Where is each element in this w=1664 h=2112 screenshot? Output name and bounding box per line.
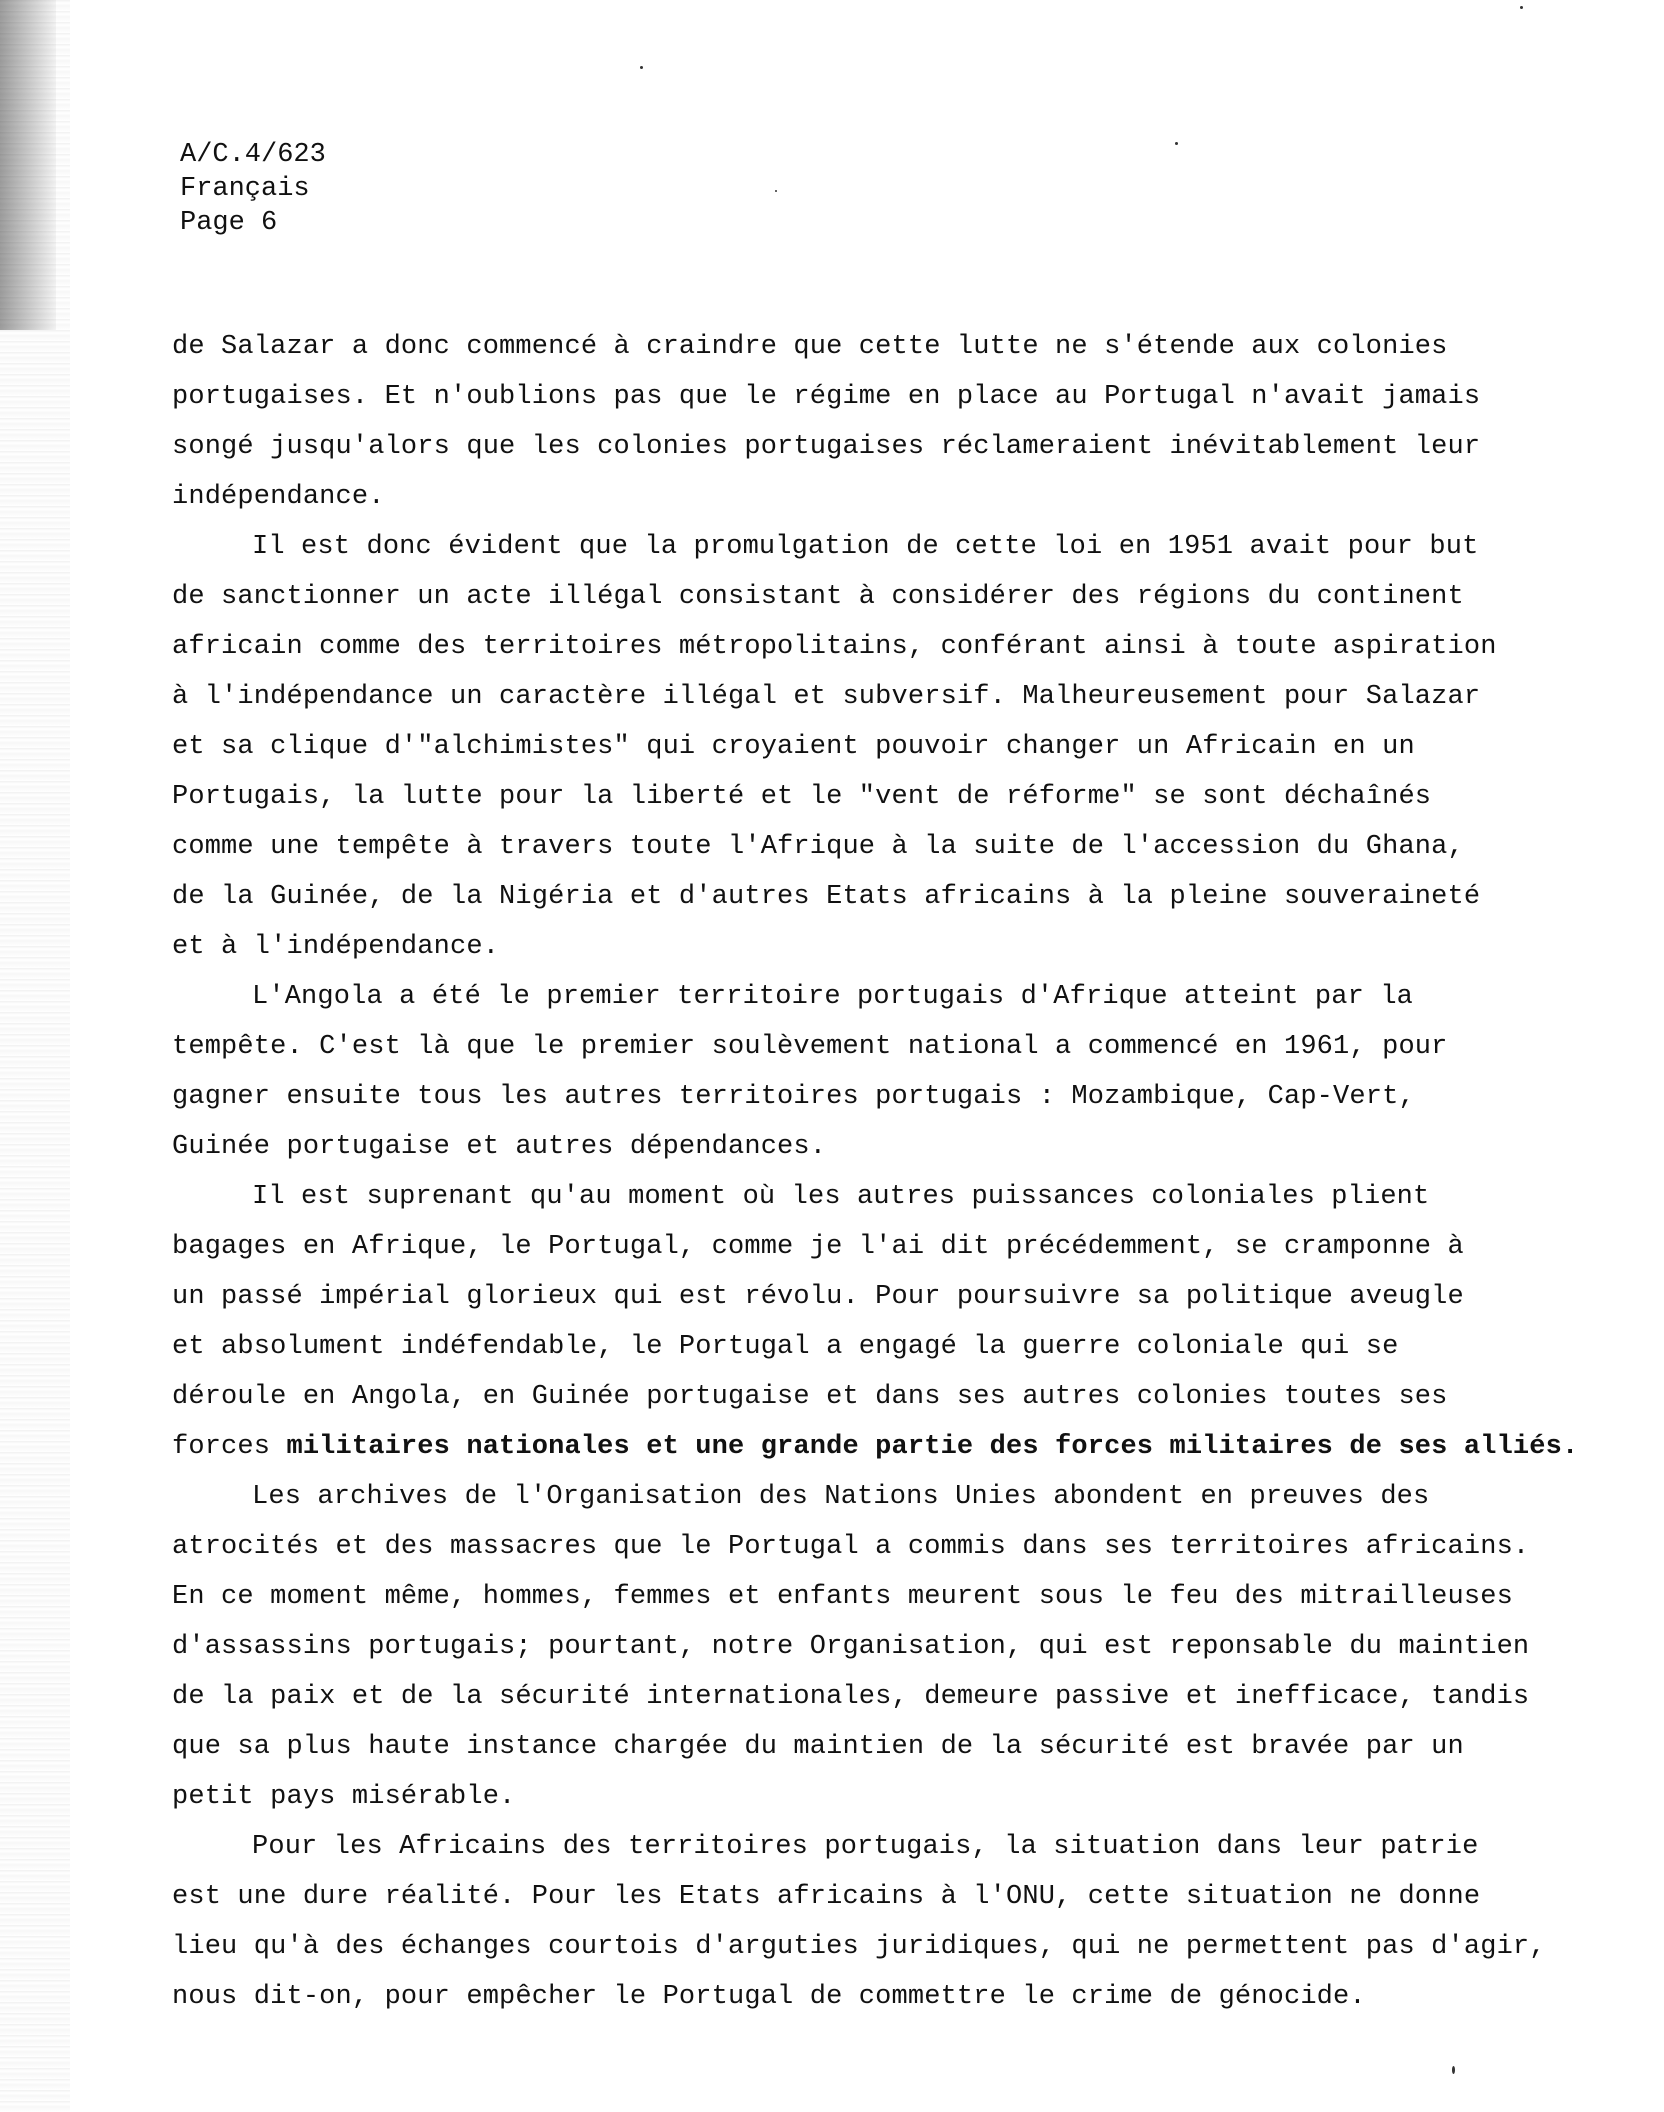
document-header xyxy=(180,138,326,240)
text-line: est une dure réalité. Pour les Etats africains à l'ONU, cette situation ne donne xyxy=(172,1882,1481,1912)
page-number: Page 6 xyxy=(180,208,278,238)
text-line: d'assassins portugais; pourtant, notre Organisation, qui est reponsable du maintien xyxy=(172,1632,1530,1662)
text-line: lieu qu'à des échanges courtois d'arguties juridiques, qui ne permettent pas d'agir, xyxy=(172,1932,1546,1962)
scan-speck xyxy=(775,190,777,192)
document-language: Français xyxy=(180,174,310,204)
text-line: atrocités et des massacres que le Portugal a commis dans ses territoires africains. xyxy=(172,1532,1530,1562)
text-line: de la paix et de la sécurité internationales, demeure passive et inefficace, tandis xyxy=(172,1682,1530,1712)
text-line: portugaises. Et n'oublions pas que le régime en place au Portugal n'avait jamais xyxy=(172,382,1481,412)
text-line: Les archives de l'Organisation des Nations Unies abondent en preuves des xyxy=(252,1482,1430,1512)
text-line: de la Guinée, de la Nigéria et d'autres Etats africains à la pleine souveraineté xyxy=(172,882,1481,912)
text-fragment: forces xyxy=(172,1432,287,1462)
text-line: africain comme des territoires métropolitains, conférant ainsi à toute aspiration xyxy=(172,632,1497,662)
text-line: déroule en Angola, en Guinée portugaise et dans ses autres colonies toutes ses xyxy=(172,1382,1448,1412)
text-line: de Salazar a donc commencé à craindre que cette lutte ne s'étende aux colonies xyxy=(172,332,1448,362)
text-line: Guinée portugaise et autres dépendances. xyxy=(172,1132,827,1162)
text-line: petit pays misérable. xyxy=(172,1782,516,1812)
scan-corner-shadow xyxy=(0,0,56,330)
text-line: Il est suprenant qu'au moment où les autres puissances coloniales plient xyxy=(252,1182,1430,1212)
scan-speck xyxy=(640,66,643,69)
scan-speck xyxy=(1175,142,1178,145)
text-line: un passé impérial glorieux qui est révolu. Pour poursuivre sa politique aveugle xyxy=(172,1282,1464,1312)
text-line: Pour les Africains des territoires portugais, la situation dans leur patrie xyxy=(252,1832,1479,1862)
scan-speck xyxy=(1520,6,1523,9)
document-symbol: A/C.4/623 xyxy=(180,140,326,170)
text-line: gagner ensuite tous les autres territoires portugais : Mozambique, Cap-Vert, xyxy=(172,1082,1415,1112)
text-line: à l'indépendance un caractère illégal et subversif. Malheureusement pour Salazar xyxy=(172,682,1481,712)
document-body xyxy=(172,322,1579,2022)
text-line: de sanctionner un acte illégal consistant à considérer des régions du continent xyxy=(172,582,1464,612)
text-line: que sa plus haute instance chargée du maintien de la sécurité est bravée par un xyxy=(172,1732,1464,1762)
text-line: L'Angola a été le premier territoire portugais d'Afrique atteint par la xyxy=(252,982,1414,1012)
text-line: Il est donc évident que la promulgation de cette loi en 1951 avait pour but xyxy=(252,532,1479,562)
text-line: et sa clique d'"alchimistes" qui croyaient pouvoir changer un Africain en un xyxy=(172,732,1415,762)
text-line: et à l'indépendance. xyxy=(172,932,500,962)
text-line: tempête. C'est là que le premier soulèvement national a commencé en 1961, pour xyxy=(172,1032,1448,1062)
text-line: songé jusqu'alors que les colonies portugaises réclameraient inévitablement leur xyxy=(172,432,1481,462)
text-line: bagages en Afrique, le Portugal, comme je l'ai dit précédemment, se cramponne à xyxy=(172,1232,1464,1262)
text-line: En ce moment même, hommes, femmes et enfants meurent sous le feu des mitrailleuses xyxy=(172,1582,1513,1612)
text-line: et absolument indéfendable, le Portugal a engagé la guerre coloniale qui se xyxy=(172,1332,1399,1362)
text-line: comme une tempête à travers toute l'Afrique à la suite de l'accession du Ghana, xyxy=(172,832,1464,862)
text-line-mixed xyxy=(172,1422,1579,1472)
text-line: nous dit-on, pour empêcher le Portugal de commettre le crime de génocide. xyxy=(172,1982,1366,2012)
text-fragment-bold: militaires nationales et une grande partie des forces militaires de ses alliés. xyxy=(286,1432,1579,1462)
text-line: Portugais, la lutte pour la liberté et le "vent de réforme" se sont déchaînés xyxy=(172,782,1432,812)
scan-speck xyxy=(1452,2066,1455,2074)
text-line: indépendance. xyxy=(172,482,385,512)
